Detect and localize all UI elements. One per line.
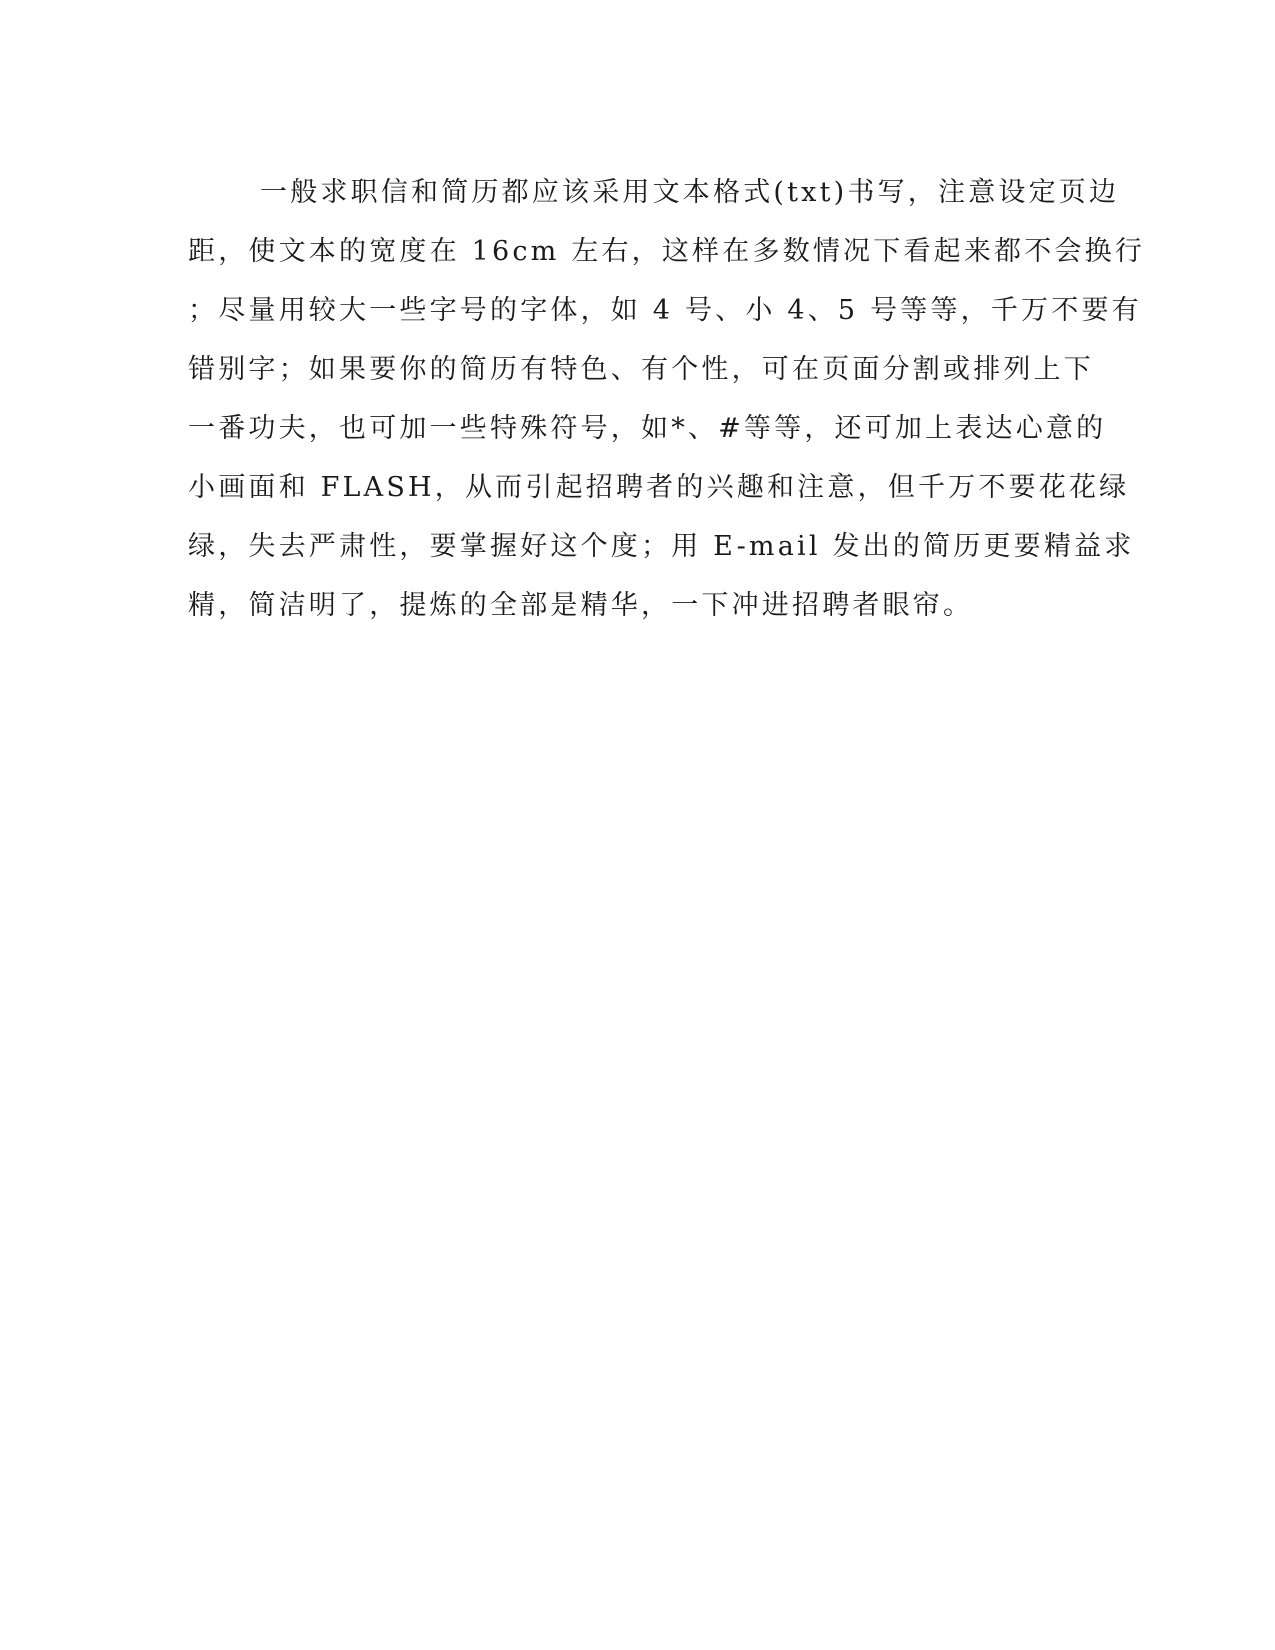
paragraph-line-8: 精，简洁明了，提炼的全部是精华，一下冲进招聘者眼帘。 — [188, 590, 974, 621]
paragraph-line-4: 错别字；如果要你的简历有特色、有个性，可在页面分割或排列上下 — [188, 354, 1094, 385]
body-paragraph — [188, 163, 1146, 635]
paragraph-line-2: 距，使文本的宽度在 16cm 左右，这样在多数情况下看起来都不会换行 — [188, 236, 1146, 267]
paragraph-line-5: 一番功夫，也可加一些特殊符号，如*、#等等，还可加上表达心意的 — [188, 413, 1107, 444]
paragraph-line-1: 一般求职信和简历都应该采用文本格式(txt)书写，注意设定页边 — [260, 177, 1120, 208]
paragraph-line-3: ；尽量用较大一些字号的字体，如 4 号、小 4、5 号等等，千万不要有 — [188, 295, 1142, 326]
paragraph-line-7: 绿，失去严肃性，要掌握好这个度；用 E-mail 发出的简历更要精益求 — [188, 531, 1135, 562]
paragraph-line-6: 小画面和 FLASH，从而引起招聘者的兴趣和注意，但千万不要花花绿 — [188, 472, 1130, 503]
